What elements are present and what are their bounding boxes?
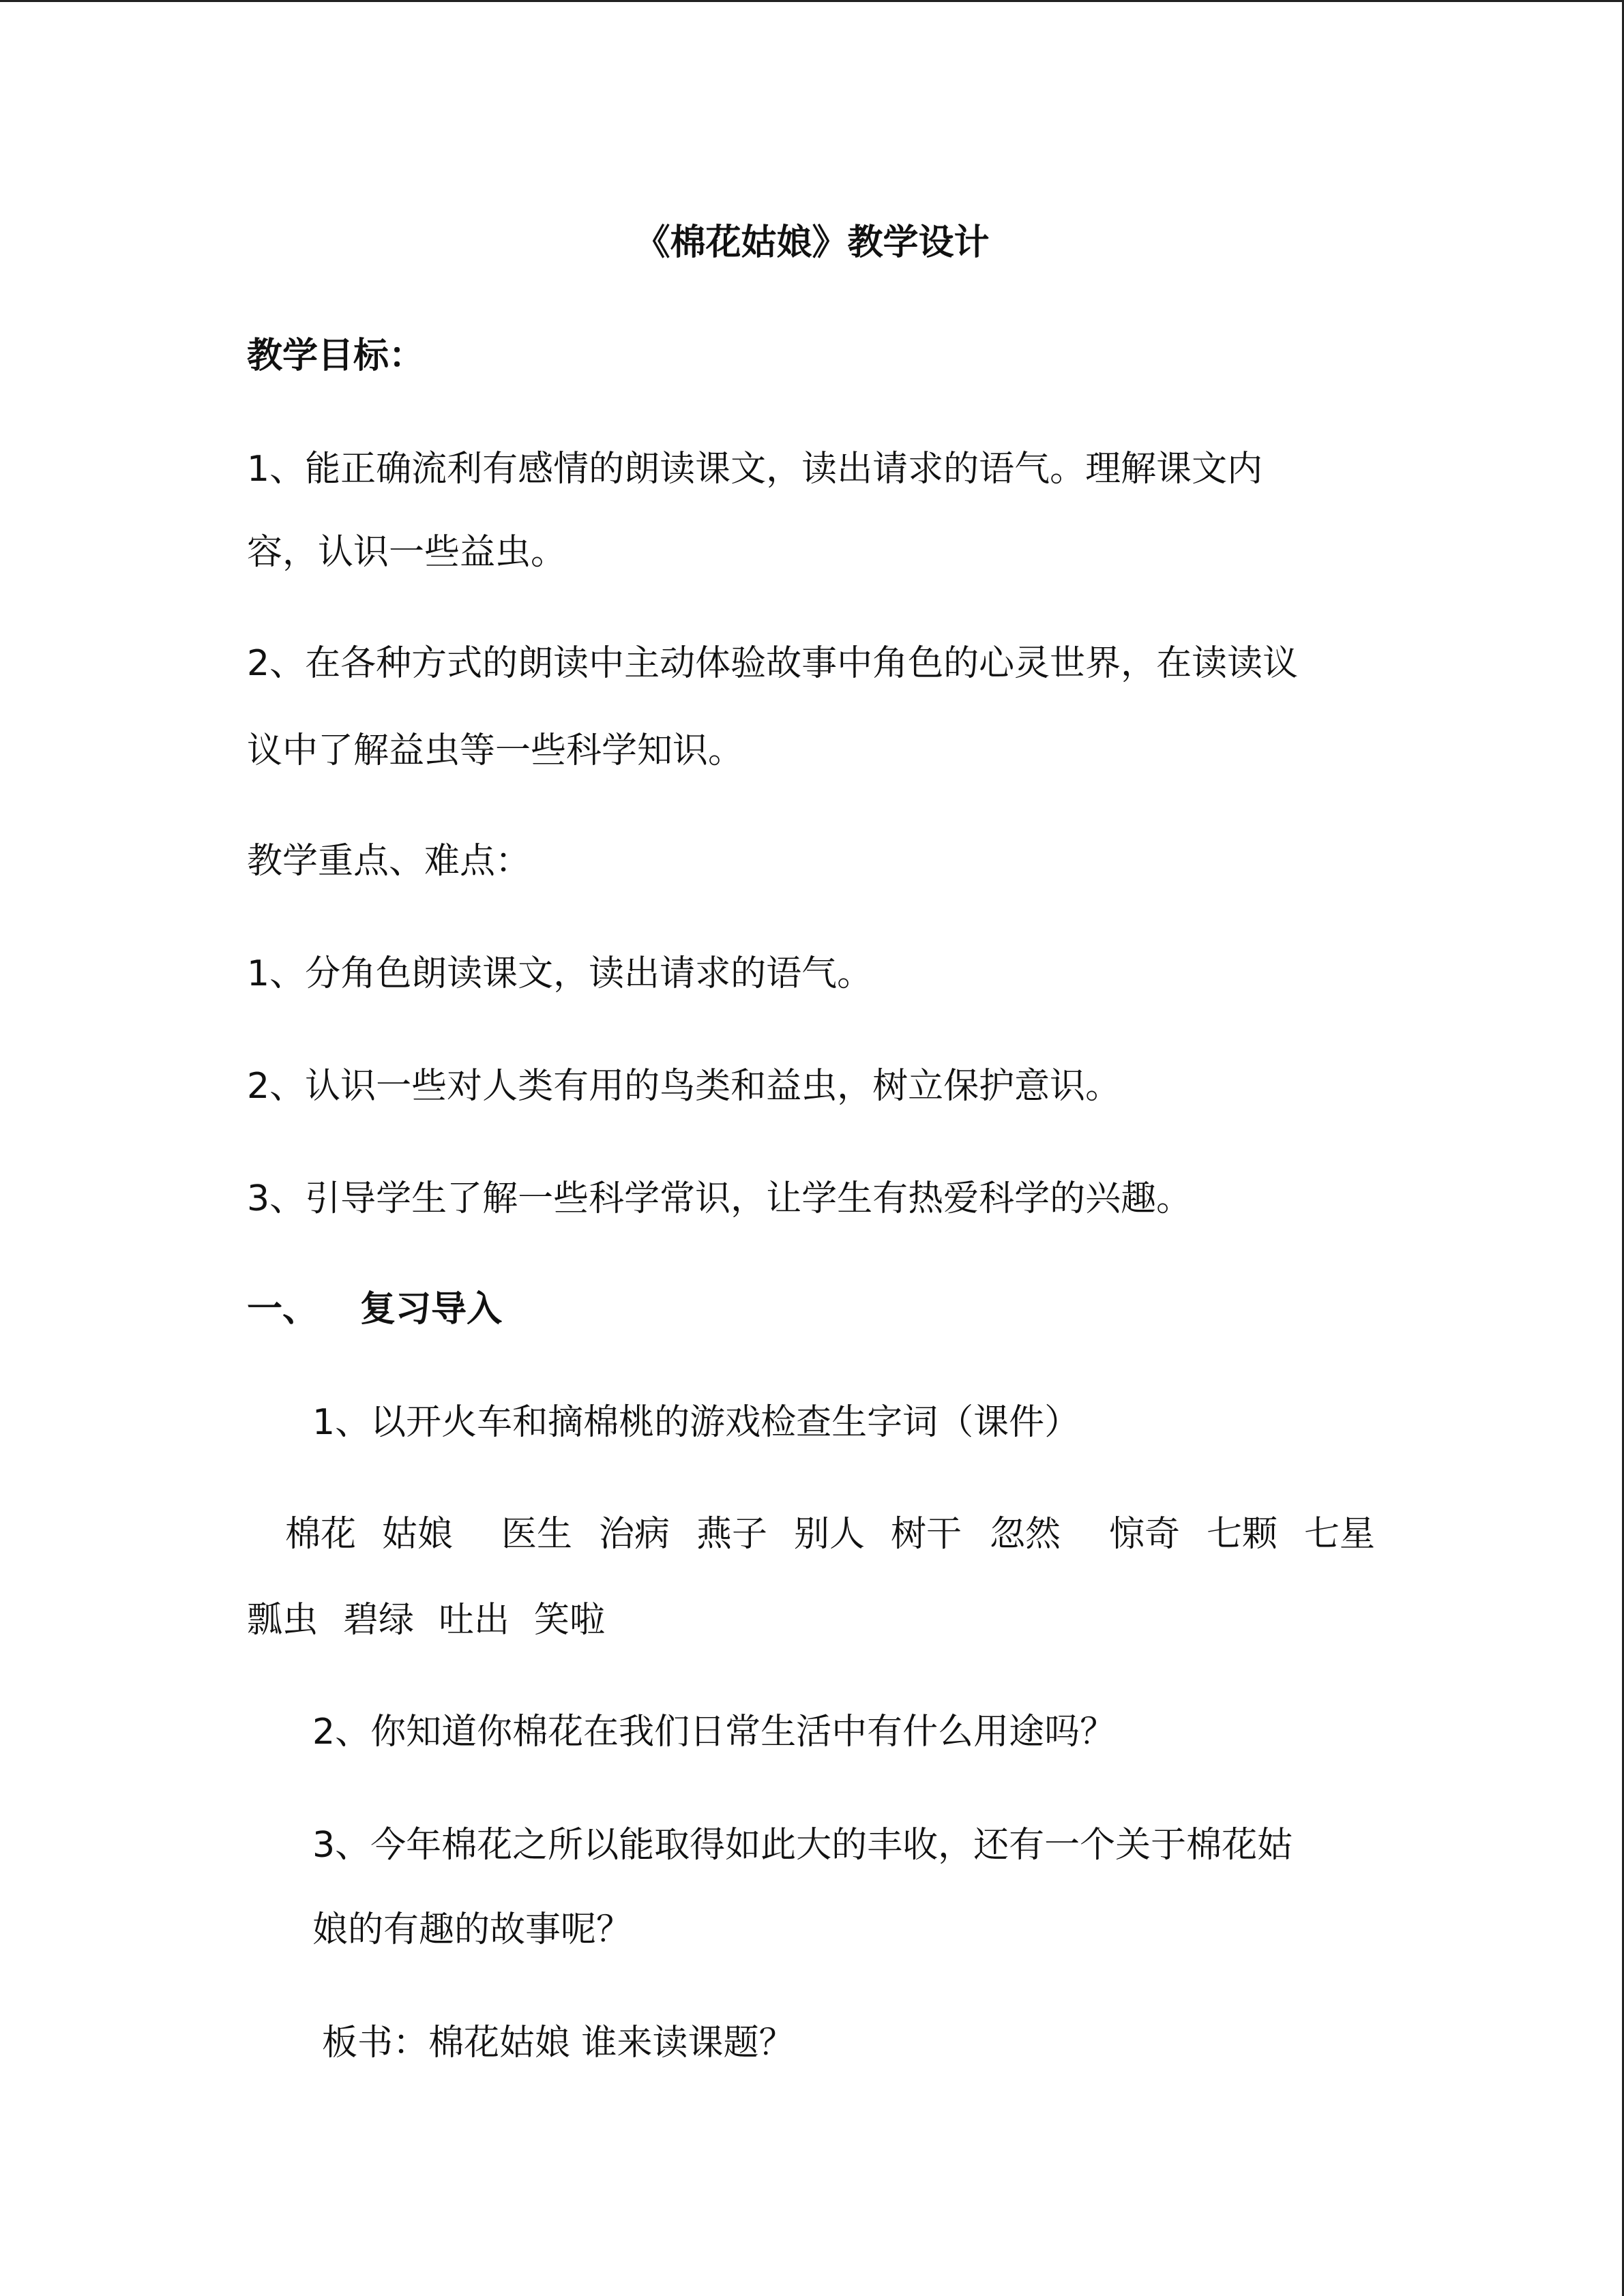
vocab-word: 姑娘	[382, 1514, 454, 1555]
step-2: 2、你知道你棉花在我们日常生活中有什么用途吗？	[312, 1712, 1116, 1753]
vocab-word: 吐出	[439, 1600, 510, 1641]
vocab-word: 别人	[794, 1514, 866, 1555]
vocab-word: 忽然	[990, 1514, 1061, 1555]
vocab-word: 医生	[501, 1514, 573, 1555]
key-point-2: 2、认识一些对人类有用的鸟类和益虫，树立保护意识。	[247, 1066, 1121, 1107]
objectives-heading: 教学目标：	[247, 336, 425, 376]
vocab-word: 树干	[891, 1514, 962, 1555]
vocab-word: 碧绿	[343, 1600, 415, 1641]
section-1-title: 复习导入	[360, 1289, 503, 1330]
vocab-word: 治病	[599, 1514, 670, 1555]
vocab-word: 七颗	[1207, 1514, 1278, 1555]
vocab-line-2	[0, 1596, 1624, 1644]
step-1: 1、以开火车和摘棉桃的游戏检查生字词（课件）	[312, 1402, 1080, 1443]
key-points-heading: 教学重点、难点：	[247, 841, 531, 882]
vocab-word: 七星	[1304, 1514, 1376, 1555]
document-title: 《棉花姑娘》教学设计	[634, 222, 990, 263]
step-3-line-2: 娘的有趣的故事呢？	[312, 1909, 632, 1950]
vocab-word: 棉花	[285, 1514, 357, 1555]
objective-1-line-1: 1、能正确流利有感情的朗读课文，读出请求的语气。理解课文内	[247, 449, 1263, 490]
section-1-number: 一、	[247, 1289, 319, 1330]
vocab-line-1	[0, 1510, 1624, 1558]
key-point-3: 3、引导学生了解一些科学常识，让学生有热爱科学的兴趣。	[247, 1178, 1192, 1219]
vocab-word: 瓢虫	[247, 1600, 319, 1641]
objective-2-line-2: 议中了解益虫等一些科学知识。	[247, 730, 744, 771]
vocab-word: 惊奇	[1109, 1514, 1181, 1555]
vocab-word: 笑啦	[534, 1600, 606, 1641]
objective-2-line-1: 2、在各种方式的朗读中主动体验故事中角色的心灵世界，在读读议	[247, 643, 1299, 684]
step-3-line-1: 3、今年棉花之所以能取得如此大的丰收，还有一个关于棉花姑	[312, 1825, 1293, 1866]
vocab-word: 燕子	[696, 1514, 768, 1555]
board-note: 板书：棉花姑娘 谁来读课题？	[322, 2023, 795, 2063]
key-point-1: 1、分角色朗读课文，读出请求的语气。	[247, 953, 873, 994]
objective-1-line-2: 容，认识一些益虫。	[247, 532, 567, 573]
